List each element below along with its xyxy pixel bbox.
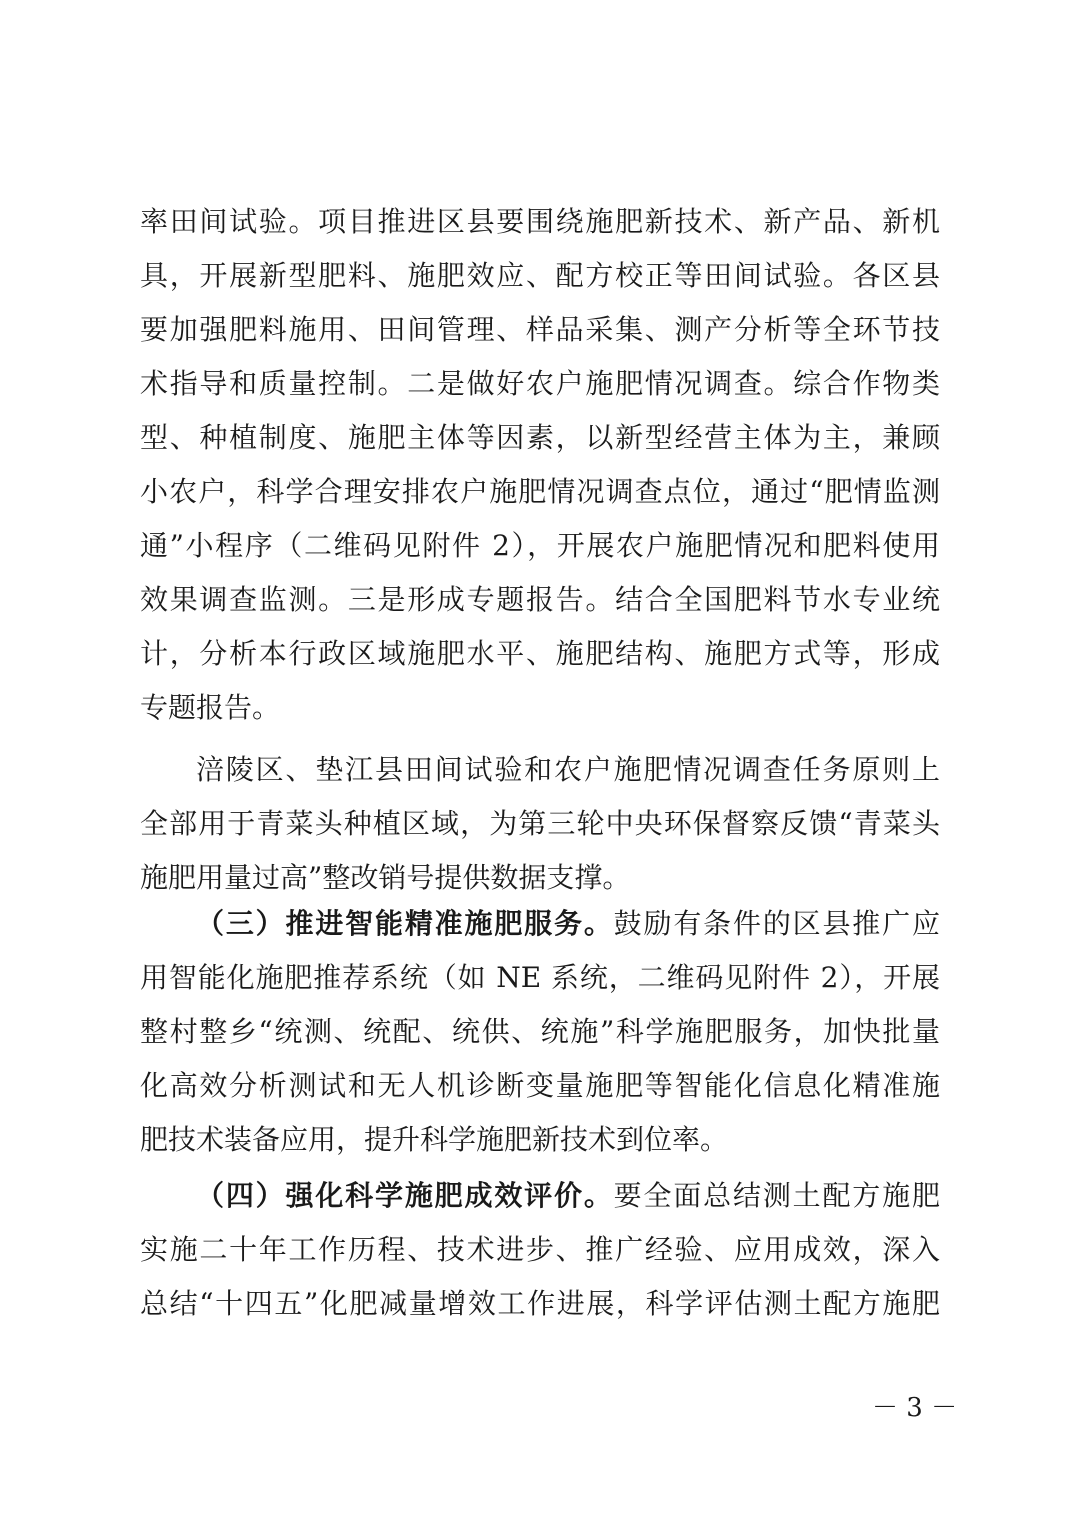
paragraph-line: 总结“十四五”化肥减量增效工作进展，科学评估测土配方施肥	[140, 1287, 940, 1320]
paragraph-line: 化高效分析测试和无人机诊断变量施肥等智能化信息化精准施	[140, 1069, 940, 1102]
paragraph-line: 施肥用量过高”整改销号提供数据支撑。	[140, 861, 631, 894]
section-number: （三）	[196, 907, 286, 940]
paragraph-line: 专题报告。	[140, 691, 281, 724]
paragraph-line: 具，开展新型肥料、施肥效应、配方校正等田间试验。各区县	[140, 259, 940, 292]
paragraph-line: 通”小程序（二维码见附件 2），开展农户施肥情况和肥料使用	[140, 529, 940, 562]
paragraph-line: 率田间试验。项目推进区县要围绕施肥新技术、新产品、新机	[140, 205, 940, 238]
paragraph-line: 整村整乡“统测、统配、统供、统施”科学施肥服务，加快批量	[140, 1015, 940, 1048]
section-text: 要全面总结测土配方施肥	[613, 1179, 940, 1212]
paragraph-line: 涪陵区、垫江县田间试验和农户施肥情况调查任务原则上	[196, 753, 940, 786]
paragraph-line: 型、种植制度、施肥主体等因素，以新型经营主体为主，兼顾	[140, 421, 940, 454]
paragraph-line: 术指导和质量控制。二是做好农户施肥情况调查。综合作物类	[140, 367, 940, 400]
section-heading: 强化科学施肥成效评价。	[285, 1179, 614, 1212]
paragraph-line: 肥技术装备应用，提升科学施肥新技术到位率。	[140, 1123, 729, 1156]
section-text: 鼓励有条件的区县推广应	[613, 907, 940, 940]
section-four-line	[196, 1170, 940, 1222]
paragraph-line: 实施二十年工作历程、技术进步、推广经验、应用成效，深入	[140, 1233, 940, 1266]
paragraph-line: 计，分析本行政区域施肥水平、施肥结构、施肥方式等，形成	[140, 637, 940, 670]
section-heading: 推进智能精准施肥服务。	[285, 907, 614, 940]
section-number: （四）	[196, 1179, 286, 1212]
paragraph-line: 小农户，科学合理安排农户施肥情况调查点位，通过“肥情监测	[140, 475, 940, 508]
page-number: － 3 －	[872, 1393, 958, 1423]
paragraph-line: 全部用于青菜头种植区域，为第三轮中央环保督察反馈“青菜头	[140, 807, 940, 840]
paragraph-line: 要加强肥料施用、田间管理、样品采集、测产分析等全环节技	[140, 313, 940, 346]
section-three-line	[196, 898, 940, 950]
paragraph-line: 用智能化施肥推荐系统（如 NE 系统，二维码见附件 2），开展	[140, 961, 940, 994]
paragraph-line: 效果调查监测。三是形成专题报告。结合全国肥料节水专业统	[140, 583, 940, 616]
